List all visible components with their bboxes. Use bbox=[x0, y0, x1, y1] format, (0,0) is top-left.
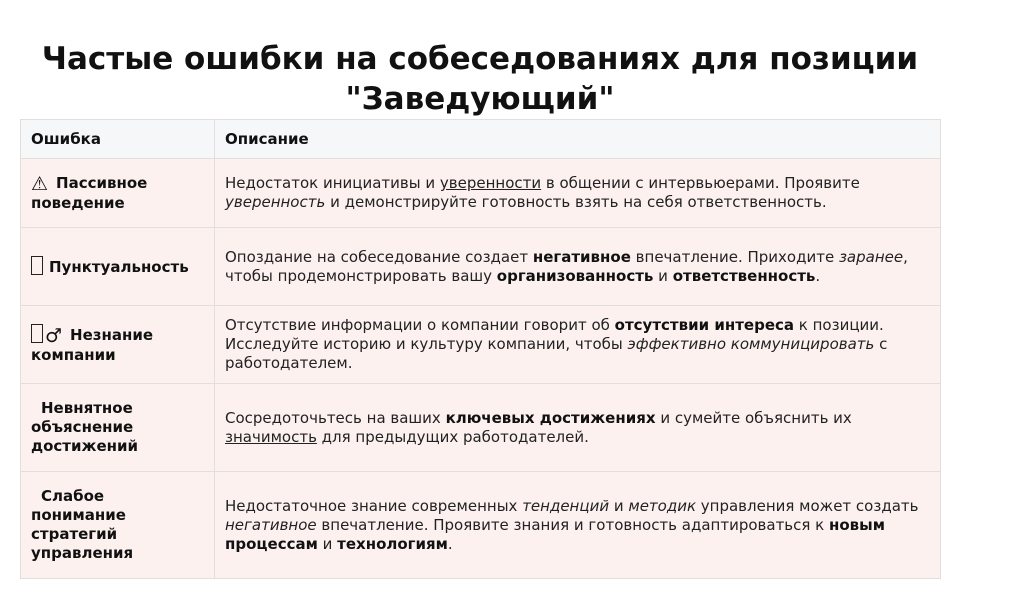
missing-glyph-icon bbox=[31, 324, 43, 343]
error-cell bbox=[21, 306, 215, 384]
header-description: Описание bbox=[215, 120, 941, 159]
table-row bbox=[21, 384, 941, 472]
description-cell bbox=[215, 384, 941, 472]
description-emphasis: методик bbox=[628, 496, 697, 515]
description-text: с работодателем. bbox=[225, 335, 888, 372]
description-text: Опоздание на собеседование создает bbox=[225, 247, 533, 266]
description-text: управления может создать bbox=[696, 496, 919, 515]
description-emphasis: ответственность bbox=[672, 266, 816, 285]
description-emphasis: уверенности bbox=[439, 174, 542, 192]
description-emphasis: ключевых достижениях bbox=[445, 408, 656, 427]
description-emphasis: заранее bbox=[838, 247, 904, 266]
table-row bbox=[21, 306, 941, 384]
description-emphasis: негативное bbox=[225, 515, 317, 534]
description-text: впечатление. Проявите знания и готовность адаптироваться к bbox=[316, 515, 830, 534]
description-text: . bbox=[815, 266, 821, 285]
page-title-line1: Частые ошибки на собеседованиях для позиции bbox=[41, 40, 919, 77]
error-label: Пунктуальность bbox=[49, 258, 189, 276]
header-error: Ошибка bbox=[21, 120, 215, 159]
description-text: для предыдущих работодателей. bbox=[316, 427, 589, 446]
error-cell bbox=[21, 384, 215, 472]
description-text: и bbox=[609, 496, 629, 515]
description-text: Недостаток инициативы и bbox=[225, 174, 440, 192]
error-label: Незнание компании bbox=[31, 326, 154, 364]
description-text: и сумейте объяснить их bbox=[655, 408, 852, 427]
person-male-icon: ♂ bbox=[45, 325, 63, 347]
description-emphasis: эффективно коммуницировать bbox=[627, 335, 875, 353]
description-emphasis: новым процессам bbox=[225, 515, 886, 553]
description-cell bbox=[215, 159, 941, 228]
clock-icon bbox=[31, 256, 43, 275]
error-cell bbox=[21, 472, 215, 579]
error-label: Слабое понимание стратегий управления bbox=[31, 487, 134, 562]
description-text: и bbox=[317, 534, 338, 553]
page-title-line2: "Заведующий" bbox=[345, 80, 615, 117]
error-label: Невнятное объяснение достижений bbox=[31, 399, 138, 455]
description-emphasis: уверенность bbox=[225, 193, 326, 211]
warning-icon: ⚠ bbox=[31, 172, 49, 195]
description-text: Сосредоточьтесь на ваших bbox=[225, 408, 446, 427]
page-title bbox=[20, 39, 940, 119]
table-header-row bbox=[21, 120, 941, 159]
description-text: , чтобы продемонстрировать вашу bbox=[225, 247, 908, 285]
table-row bbox=[21, 472, 941, 579]
description-emphasis: тенденций bbox=[522, 496, 610, 515]
table-row bbox=[21, 159, 941, 228]
description-cell bbox=[215, 472, 941, 579]
description-text: и bbox=[653, 266, 673, 285]
description-text: и демонстрируйте готовность взять на себя ответственность. bbox=[325, 193, 827, 211]
description-text: Недостаточное знание современных bbox=[225, 496, 523, 515]
description-text: . bbox=[447, 534, 453, 553]
description-cell bbox=[215, 228, 941, 306]
description-emphasis: значимость bbox=[225, 427, 317, 446]
description-emphasis: технологиям bbox=[337, 534, 448, 553]
error-cell bbox=[21, 159, 215, 228]
description-text: к позиции. Исследуйте историю и культуру компании, чтобы bbox=[225, 316, 884, 353]
description-emphasis: негативное bbox=[532, 247, 631, 266]
error-cell bbox=[21, 228, 215, 306]
description-text: Отсутствие информации о компании говорит об bbox=[225, 316, 615, 334]
description-emphasis: организованность bbox=[496, 266, 654, 285]
errors-table bbox=[20, 119, 941, 579]
description-text: в общении с интервьюерами. Проявите bbox=[541, 174, 860, 192]
error-label: Пассивное поведение bbox=[31, 173, 148, 212]
description-emphasis: отсутствии интереса bbox=[614, 316, 795, 334]
table-row bbox=[21, 228, 941, 306]
description-text: впечатление. Приходите bbox=[630, 247, 839, 266]
description-cell bbox=[215, 306, 941, 384]
